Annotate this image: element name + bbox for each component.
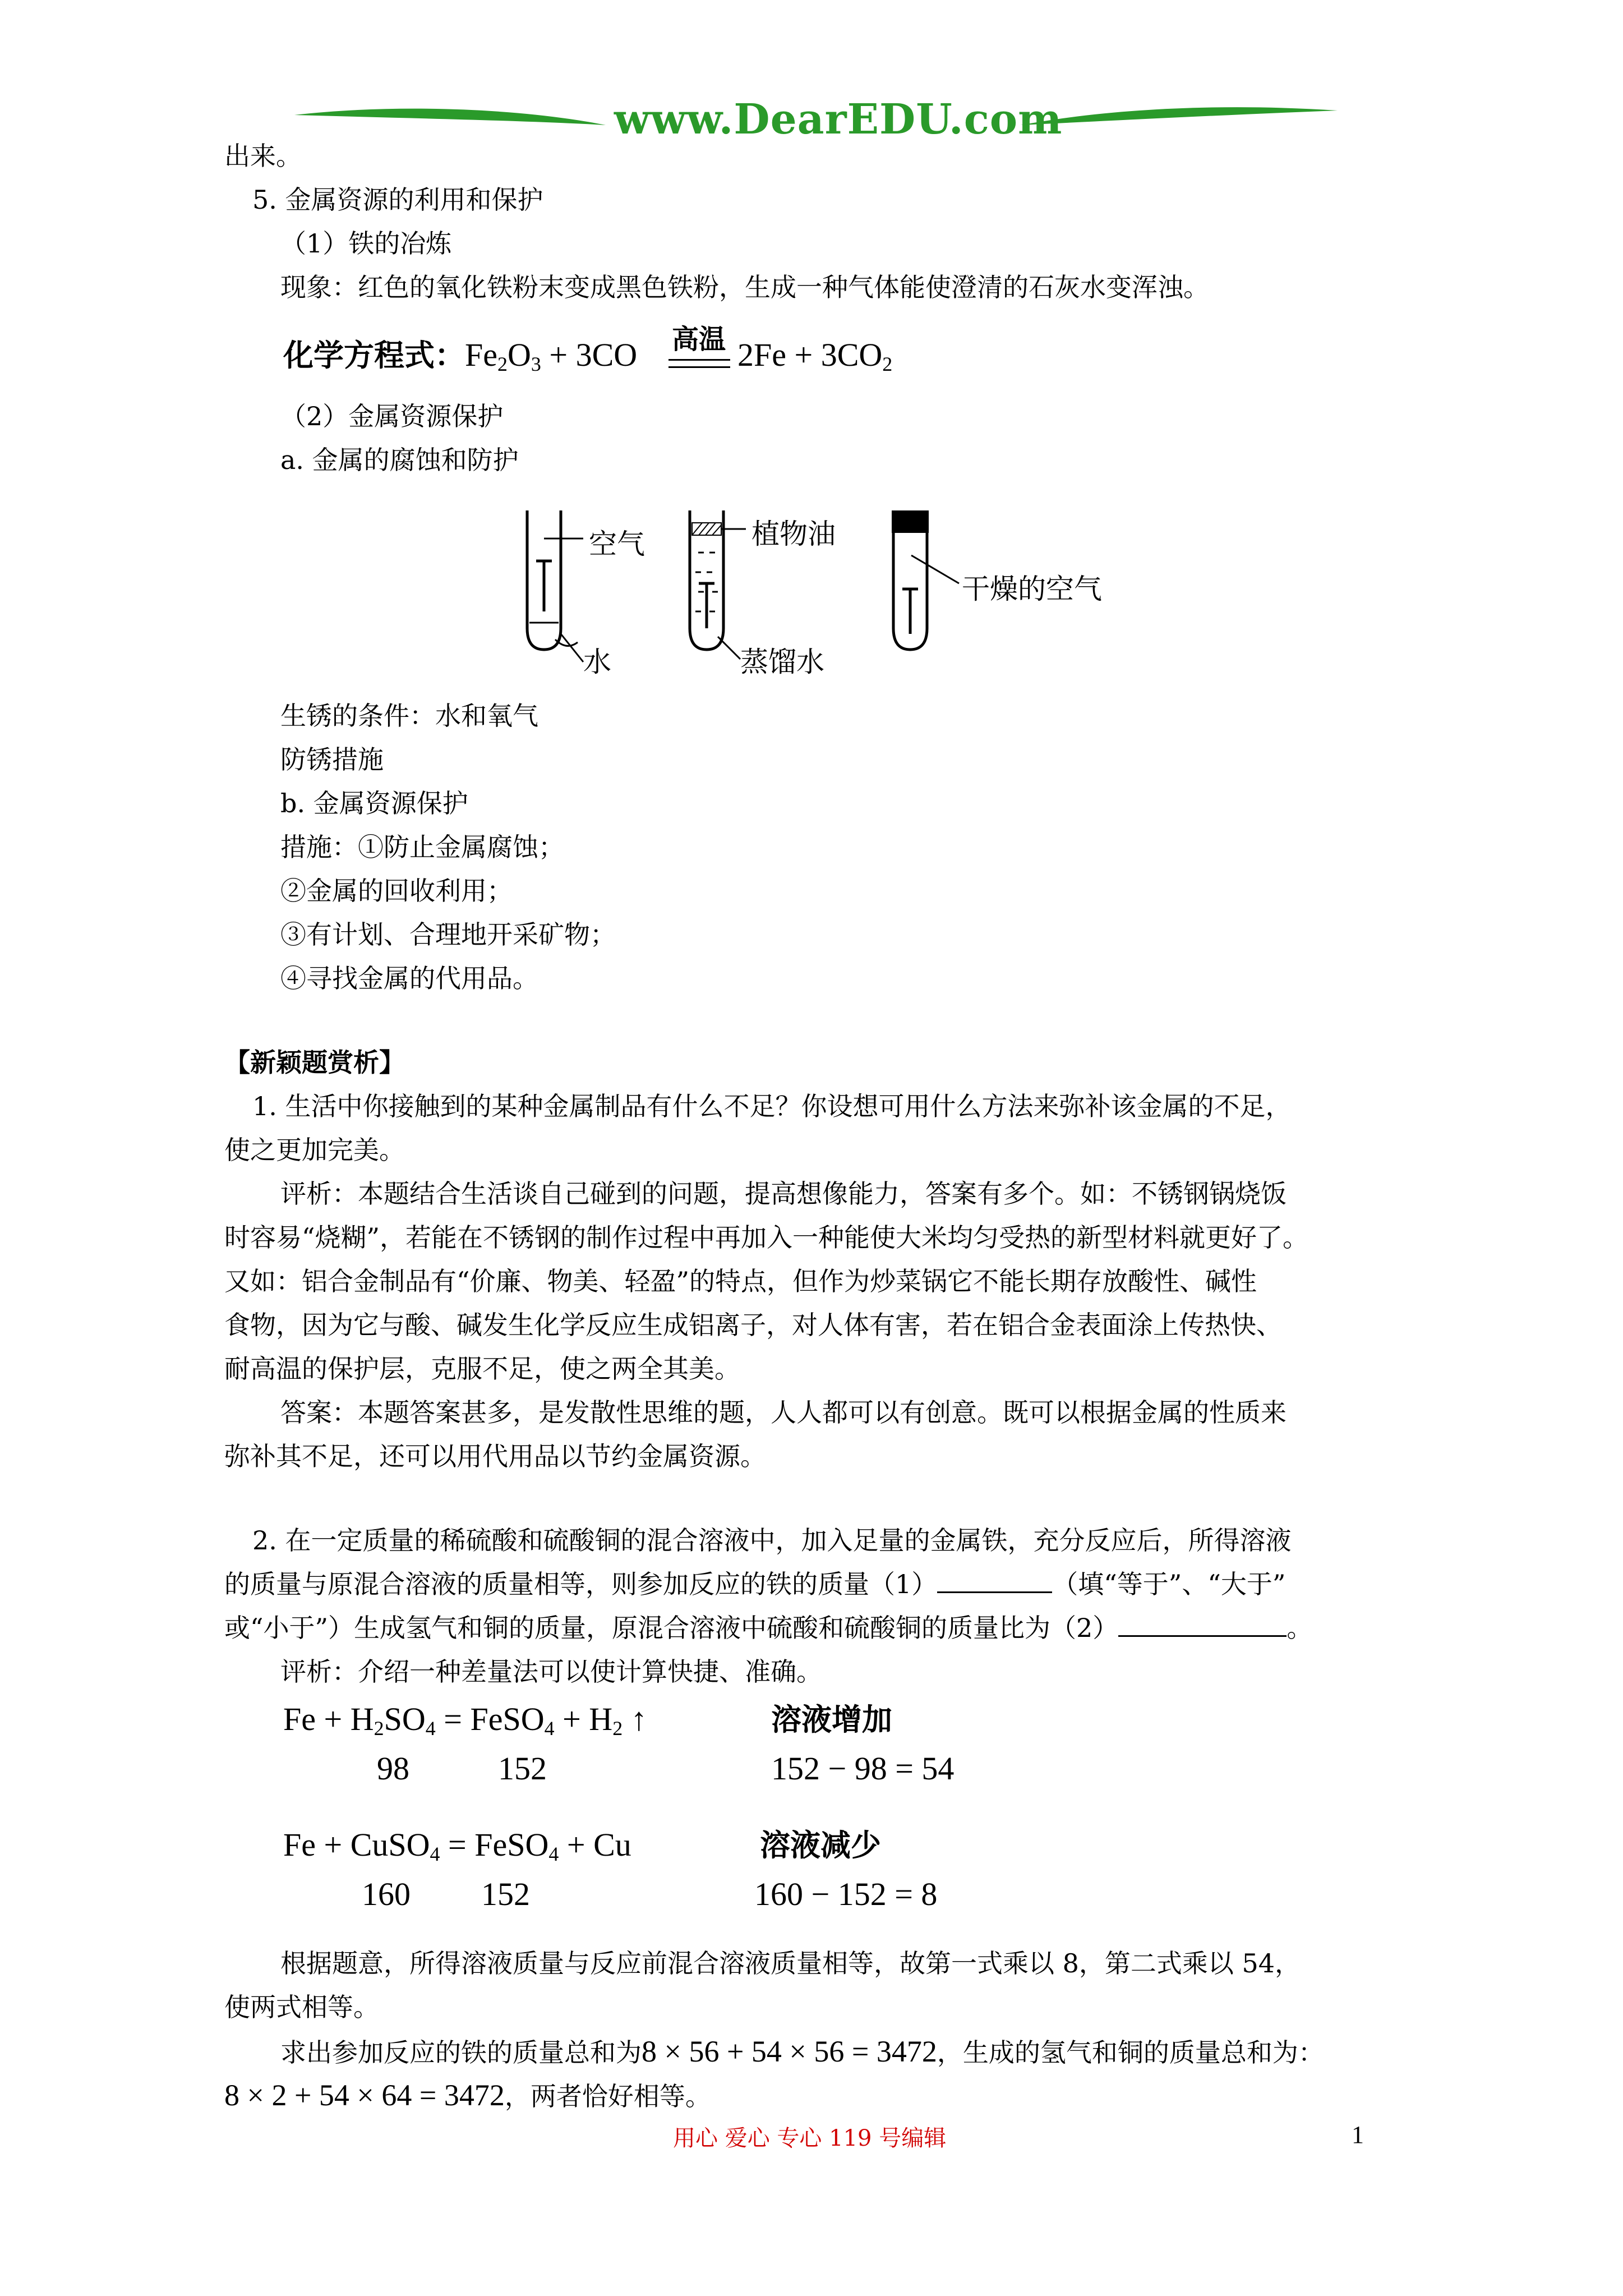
label-distilled-water: 蒸馏水: [740, 646, 824, 678]
text-line: 根据题意，所得溶液质量与反应前混合溶液质量相等，故第一式乘以 8，第二式乘以 54，: [280, 1948, 1301, 1978]
label-air: 空气: [589, 528, 645, 560]
equals-arrow: [668, 359, 730, 368]
text-line: 使之更加完美。: [224, 1135, 405, 1165]
reaction-2-equation: Fe + CuSO$_4$ = FeSO$_4$ + Cu: [283, 1826, 631, 1865]
reaction-1-mass-fe: 98: [377, 1750, 409, 1787]
answer-blank-1: [937, 1568, 1052, 1593]
text-line: b. 金属资源保护: [280, 788, 468, 818]
text-line: 生锈的条件：水和氧气: [280, 701, 538, 731]
reaction-2-difference: 160 − 152 = 8: [754, 1876, 938, 1912]
text-line: 食物，因为它与酸、碱发生化学反应生成铝离子，对人体有害，若在铝合金表面涂上传热快、: [224, 1310, 1282, 1340]
reaction-2-note: 溶液减少: [760, 1827, 881, 1863]
site-logo: www.DearEDU.com: [614, 95, 1063, 144]
chemical-equation: 化学方程式：$Fe_2O_3 + 3CO$: [283, 337, 638, 375]
label-vegetable-oil: 植物油: [751, 518, 836, 550]
text-line: [224, 1567, 1285, 1601]
text-line: 时容易“烧糊”，若能在不锈钢的制作过程中再加入一种能使大米均匀受热的新型材料就更好了。: [224, 1222, 1309, 1253]
section-heading: 5. 金属资源的利用和保护: [252, 185, 543, 215]
text-segment: 。: [1287, 1613, 1313, 1643]
reaction-2-mass-feso4: 152: [481, 1876, 530, 1912]
reaction-1-note: 溶液增加: [771, 1701, 892, 1737]
rust-experiment-figure: [505, 499, 1122, 678]
text-line: 使两式相等。: [224, 1992, 379, 2022]
text-line: 评析：介绍一种差量法可以使计算快捷、准确。: [280, 1657, 822, 1687]
text-line: [224, 1611, 1312, 1645]
page-footer: 用心 爱心 专心 119 号编辑: [673, 2125, 947, 2151]
text-segment: 的质量与原混合溶液的质量相等，则参加反应的铁的质量（1）: [224, 1569, 938, 1599]
reaction-2-mass-cuso4: 160: [362, 1876, 411, 1912]
equation-label: 化学方程式：: [283, 337, 465, 373]
text-line: [224, 2076, 711, 2115]
text-line: [280, 2032, 1324, 2071]
math-expression: 8 × 56 + 54 × 56 = 3472: [642, 2035, 937, 2068]
reaction-condition: 高温: [672, 324, 726, 355]
text-line: 现象：红色的氧化铁粉末变成黑色铁粉，生成一种气体能使澄清的石灰水变浑浊。: [280, 272, 1209, 302]
text-segment: ，生成的氢气和铜的质量总和为：: [937, 2037, 1324, 2068]
section-title: 【新颖题赏析】: [224, 1047, 405, 1078]
subsection-heading: （2）金属资源保护: [280, 401, 504, 431]
page-number: 1: [1352, 2121, 1364, 2148]
question-1: 1. 生活中你接触到的某种金属制品有什么不足？你设想可用什么方法来弥补该金属的不足，: [252, 1091, 1292, 1121]
text-line: ④寻找金属的代用品。: [280, 963, 538, 993]
math-expression: 8 × 2 + 54 × 64 = 3472: [224, 2078, 505, 2112]
text-line: 出来。: [224, 141, 302, 171]
text-line: 措施：①防止金属腐蚀；: [280, 832, 564, 862]
label-water: 水: [583, 646, 611, 678]
label-dry-air: 干燥的空气: [962, 573, 1102, 605]
text-line: 弥补其不足，还可以用代用品以节约金属资源。: [224, 1441, 766, 1471]
text-segment: ，两者恰好相等。: [504, 2081, 711, 2111]
reaction-1-difference: 152 − 98 = 54: [771, 1750, 955, 1787]
question-2: 2. 在一定质量的稀硫酸和硫酸铜的混合溶液中，加入足量的金属铁，充分反应后，所得溶液: [252, 1525, 1292, 1556]
equation-products: $2Fe + 3CO_2$: [737, 337, 893, 375]
subsection-heading: （1）铁的冶炼: [280, 228, 452, 259]
text-segment: 或“小于”）生成氢气和铜的质量，原混合溶液中硫酸和硫酸铜的质量比为（2）: [224, 1613, 1119, 1643]
text-segment: （填“等于”、“大于”: [1052, 1569, 1286, 1599]
text-line: 答案：本题答案甚多，是发散性思维的题，人人都可以有创意。既可以根据金属的性质来: [280, 1397, 1287, 1428]
text-segment: 求出参加反应的铁的质量总和为: [280, 2037, 642, 2068]
text-line: a. 金属的腐蚀和防护: [280, 445, 519, 475]
text-line: ③有计划、合理地开采矿物；: [280, 919, 616, 950]
text-line: 防锈措施: [280, 744, 384, 775]
answer-blank-2: [1118, 1612, 1287, 1637]
text-line: 耐高温的保护层，克服不足，使之两全其美。: [224, 1354, 740, 1384]
text-line: 评析：本题结合生活谈自己碰到的问题，提高想像能力，答案有多个。如：不锈钢锅烧饭: [280, 1179, 1287, 1209]
text-line: 又如：铝合金制品有“价廉、物美、轻盈”的特点，但作为炒菜锅它不能长期存放酸性、碱性: [224, 1266, 1257, 1296]
reaction-1-equation: $Fe + H_2SO_4$ = FeSO$_4$ + $H_2$ ↑: [283, 1701, 647, 1740]
text-line: ②金属的回收利用；: [280, 876, 513, 906]
reaction-1-mass-feso4: 152: [498, 1750, 547, 1787]
